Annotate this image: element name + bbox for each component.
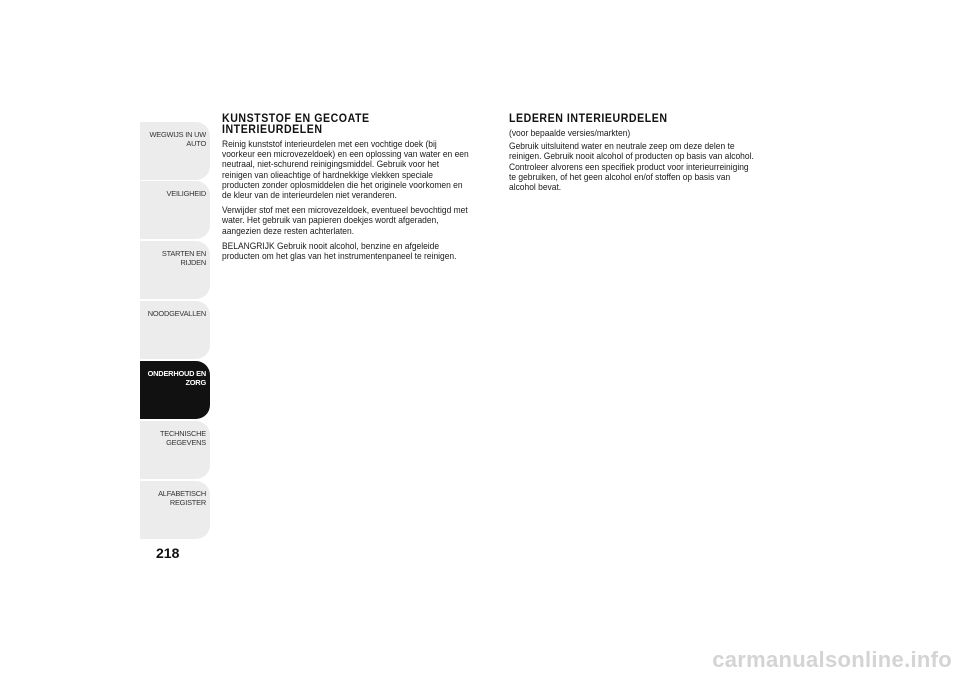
- paragraph: Verwijder stof met een microvezeldoek, eventueel bevochtigd met water. Het gebruik van papieren doekjes wordt afgeraden, aangezien deze resten achterlaten.: [222, 205, 468, 236]
- tab-label: VEILIGHEID: [166, 189, 206, 198]
- paragraph: Reinig kunststof interieurdelen met een vochtige doek (bij voorkeur een microvezeldoek) en een oplossing van water en een neutraal, niet-schurend reinigingsmiddel. Gebruik voor het reinigen van olieachtige of hardnekkige vlekken speciale producten zonder oplosmiddelen die het originele voorkomen en de kleur van de interieurdelen niet veranderen.: [222, 139, 469, 201]
- tab-alfabetisch-register[interactable]: [140, 481, 210, 539]
- tab-veiligheid[interactable]: [140, 181, 210, 239]
- page-number: 218: [156, 545, 180, 561]
- tab-label: ALFABETISCH REGISTER: [158, 489, 206, 507]
- tab-wegwijs-in-uw-auto[interactable]: [140, 122, 210, 180]
- tab-label: TECHNISCHE GEGEVENS: [159, 429, 206, 447]
- tab-noodgevallen[interactable]: [140, 301, 210, 359]
- tab-technische-gegevens[interactable]: [140, 421, 210, 479]
- section-subtitle: (voor bepaalde versies/markten): [509, 128, 631, 138]
- paragraph: BELANGRIJK Gebruik nooit alcohol, benzine en afgeleide producten om het glas van het instrumentenpaneel te reinigen.: [222, 240, 457, 262]
- tab-label: STARTEN EN RIJDEN: [161, 249, 206, 267]
- tab-label: ONDERHOUD EN ZORG: [147, 369, 206, 387]
- watermark: carmanualsonline.info: [712, 647, 952, 672]
- right-column: [509, 114, 757, 197]
- tab-starten-en-rijden[interactable]: [140, 241, 210, 299]
- left-column: [222, 114, 470, 266]
- tab-onderhoud-en-zorg[interactable]: [140, 361, 210, 419]
- paragraph: Gebruik uitsluitend water en neutrale zeep om deze delen te reinigen. Gebruik nooit alcohol of producten op basis van alcohol. Controleer alvorens een specifiek product voor interieurreiniging te gebruiken, of het geen alcohol en/of stoffen op basis van alcohol bevat.: [509, 141, 754, 193]
- section-heading-kunststof: KUNSTSTOF EN GECOATE INTERIEURDELEN: [222, 113, 370, 136]
- section-heading-leder: LEDEREN INTERIEURDELEN: [509, 113, 668, 125]
- tab-label: NOODGEVALLEN: [147, 309, 206, 318]
- tab-label: WEGWIJS IN UW AUTO: [149, 130, 206, 148]
